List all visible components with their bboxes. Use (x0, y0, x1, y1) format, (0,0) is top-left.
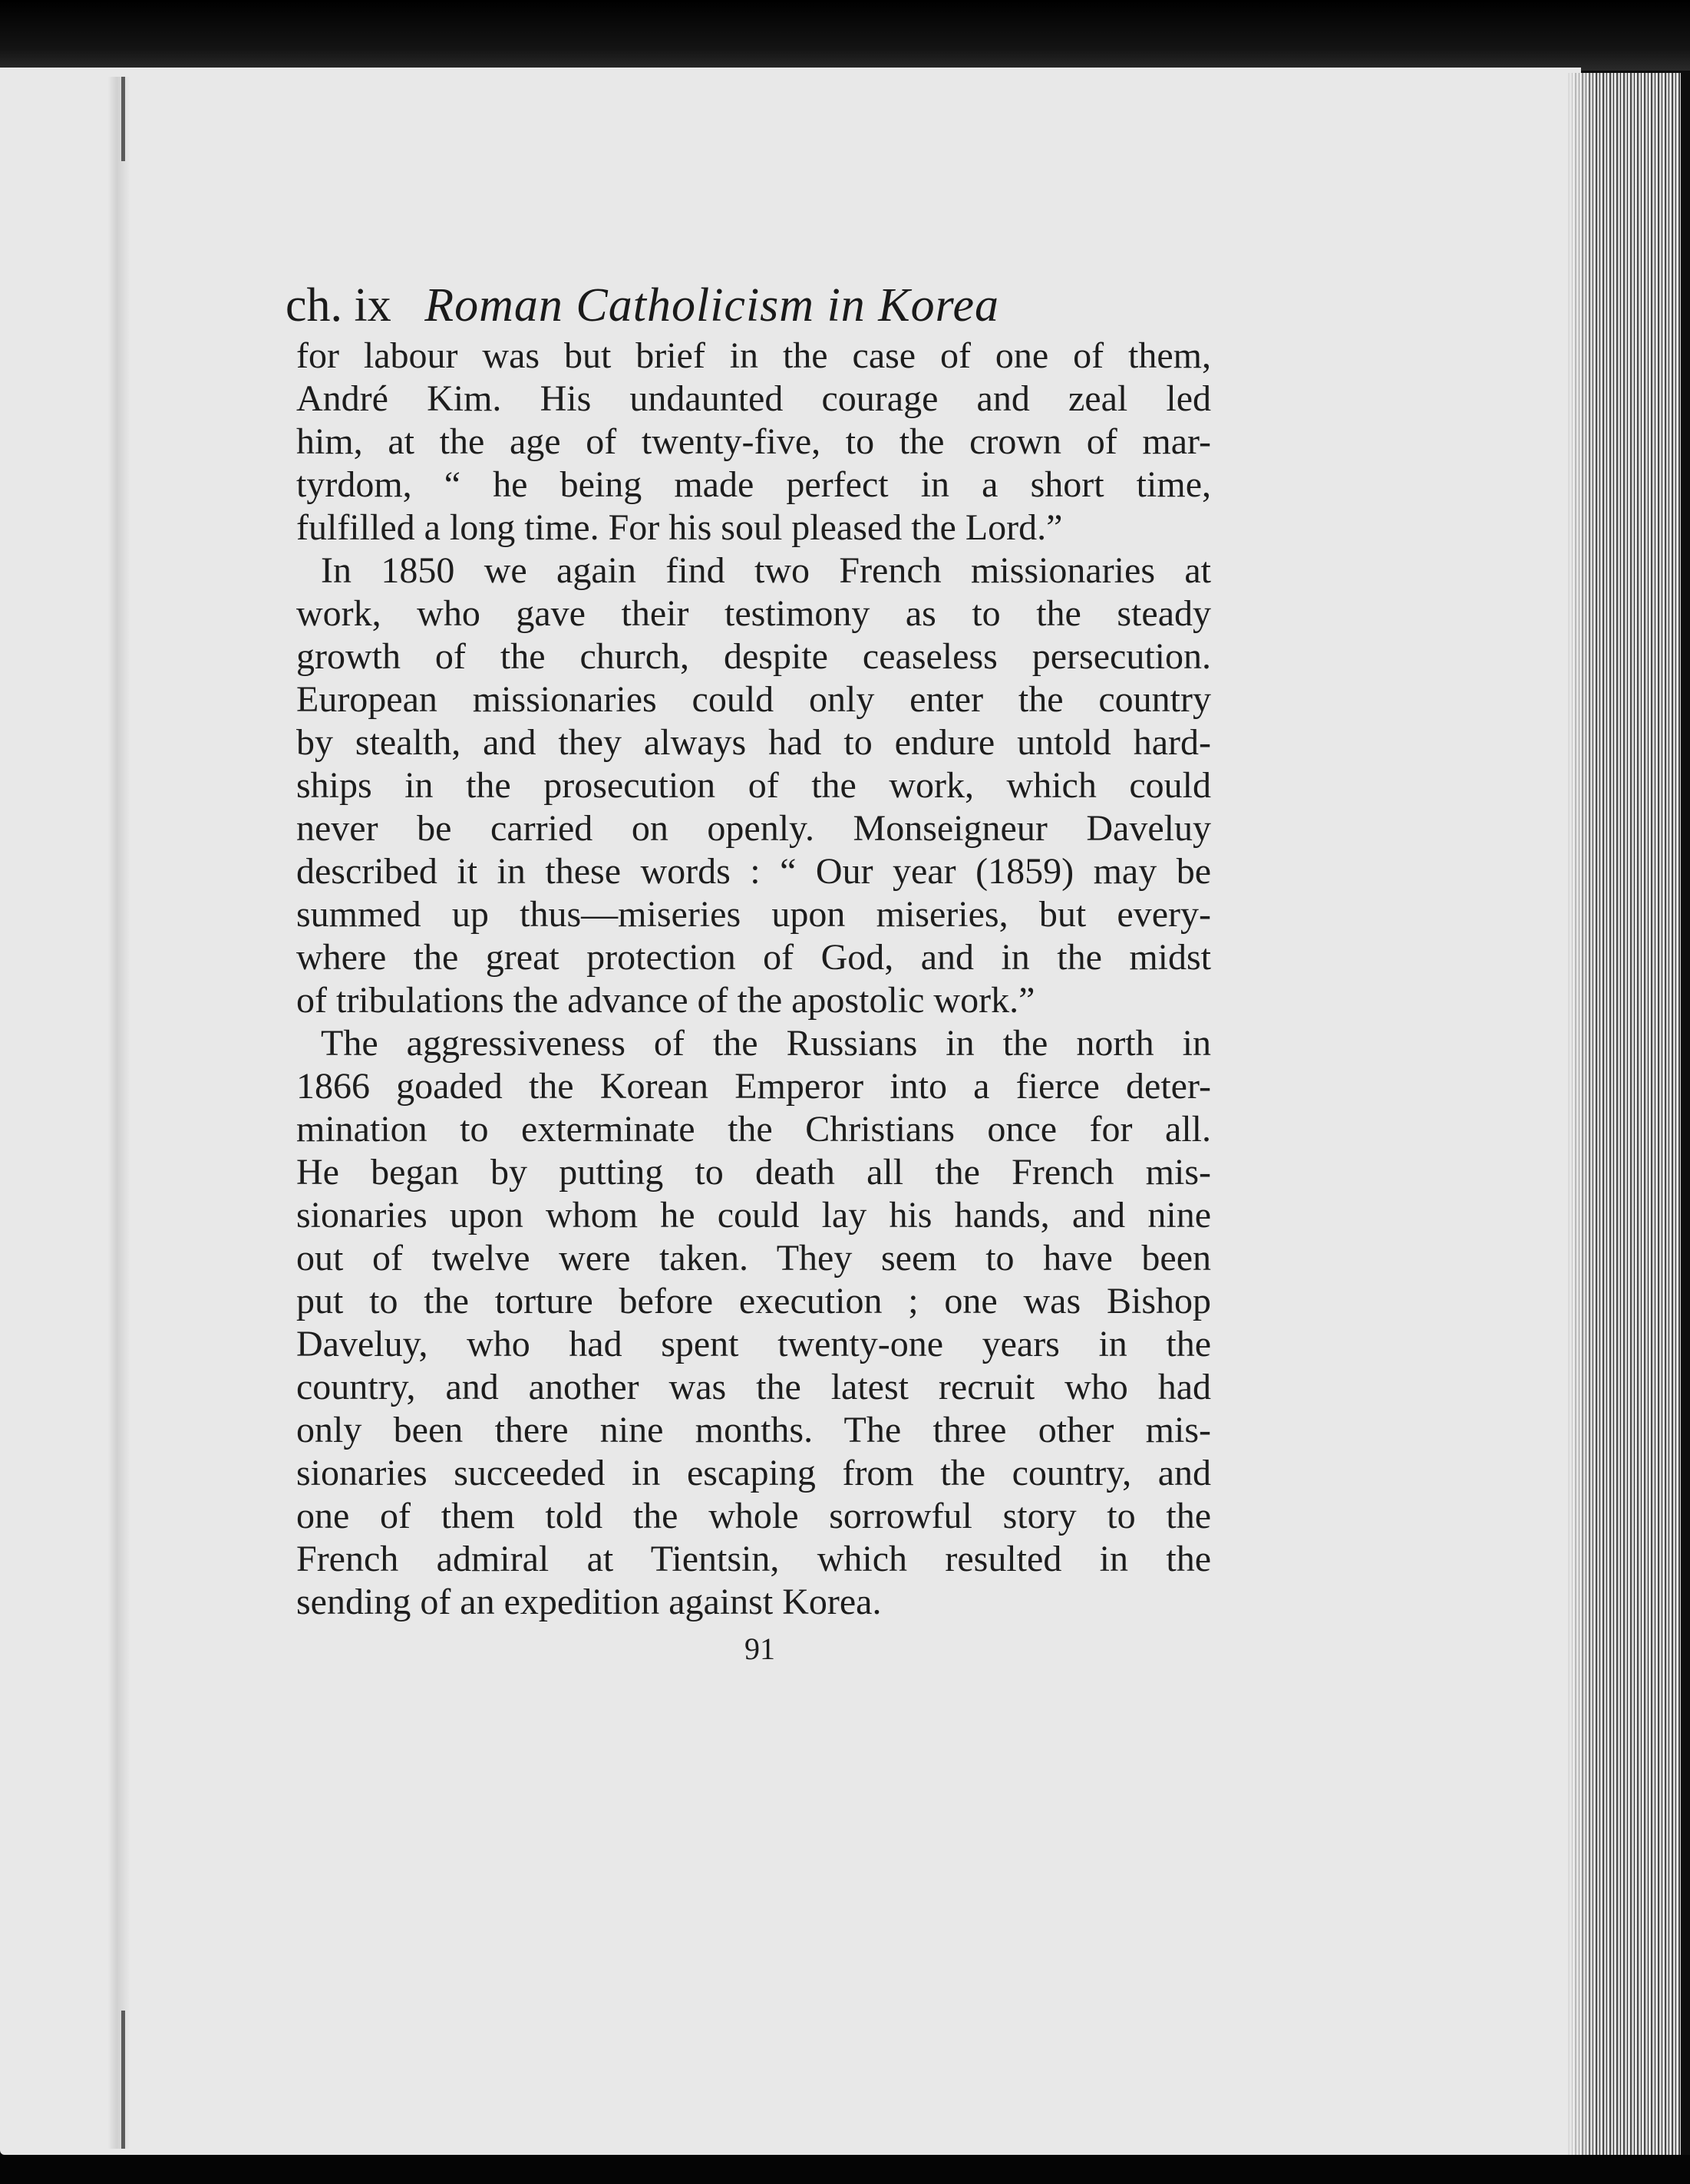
paragraph-2 (296, 549, 1211, 1022)
scan-top-shadow (0, 0, 1690, 71)
text-line: André Kim. His undaunted courage and zeal led (296, 378, 1211, 419)
text-line: mination to exterminate the Christians once for all. (296, 1109, 1211, 1150)
text-line: European missionaries could only enter the country (296, 679, 1211, 720)
running-head (286, 275, 1222, 336)
chapter-label: ch. ix (286, 279, 391, 332)
text-line: for labour was but brief in the case of one of them, (296, 335, 1211, 376)
text-line: only been there nine months. The three other mis- (296, 1410, 1211, 1450)
paragraph-3 (296, 1022, 1211, 1624)
text-line: summed up thus—miseries upon miseries, but every- (296, 894, 1211, 935)
text-line: by stealth, and they always had to endure untold hard- (296, 722, 1211, 763)
page-gutter (107, 77, 130, 2149)
body-text (296, 335, 1211, 1624)
page-edge-fade (1566, 73, 1596, 2160)
text-line: of tribulations the advance of the apostolic work.” (296, 980, 1035, 1021)
text-line: fulfilled a long time. For his soul pleased the Lord.” (296, 507, 1063, 548)
text-line: out of twelve were taken. They seem to have been (296, 1238, 1211, 1278)
text-line: where the great protection of God, and in the midst (296, 937, 1211, 978)
text-line: put to the torture before execution ; one was Bishop (296, 1281, 1211, 1321)
text-line: ships in the prosecution of the work, which could (296, 765, 1211, 806)
paragraph-1 (296, 335, 1211, 549)
text-line: him, at the age of twenty-five, to the crown of mar- (296, 421, 1211, 462)
gutter-mark-top (121, 77, 125, 161)
text-line: sionaries succeeded in escaping from the country, and (296, 1453, 1211, 1493)
chapter-title: Roman Catholicism in Korea (424, 279, 999, 332)
text-line: country, and another was the latest recruit who had (296, 1367, 1211, 1407)
text-line: growth of the church, despite ceaseless persecution. (296, 636, 1211, 677)
text-line: The aggressiveness of the Russians in the north in (321, 1023, 1211, 1064)
text-line: sending of an expedition against Korea. (296, 1582, 882, 1622)
text-line: 1866 goaded the Korean Emperor into a fierce deter- (296, 1066, 1211, 1107)
text-line: never be carried on openly. Monseigneur Daveluy (296, 808, 1211, 849)
text-line: described it in these words : “ Our year (1859) may be (296, 851, 1211, 892)
text-line: He began by putting to death all the French mis- (296, 1152, 1211, 1193)
gutter-mark-bottom (121, 2011, 125, 2149)
scan-bottom-edge (0, 2155, 1690, 2184)
page-number: 91 (744, 1631, 775, 1666)
text-line: Daveluy, who had spent twenty-one years in the (296, 1324, 1211, 1364)
text-line: sionaries upon whom he could lay his hands, and nine (296, 1195, 1211, 1236)
text-line: French admiral at Tientsin, which resulted in the (296, 1539, 1211, 1579)
text-line: work, who gave their testimony as to the steady (296, 593, 1211, 634)
text-line: In 1850 we again find two French missionaries at (321, 550, 1211, 591)
text-line: tyrdom, “ he being made perfect in a short time, (296, 464, 1211, 505)
text-line: one of them told the whole sorrowful story to the (296, 1496, 1211, 1536)
